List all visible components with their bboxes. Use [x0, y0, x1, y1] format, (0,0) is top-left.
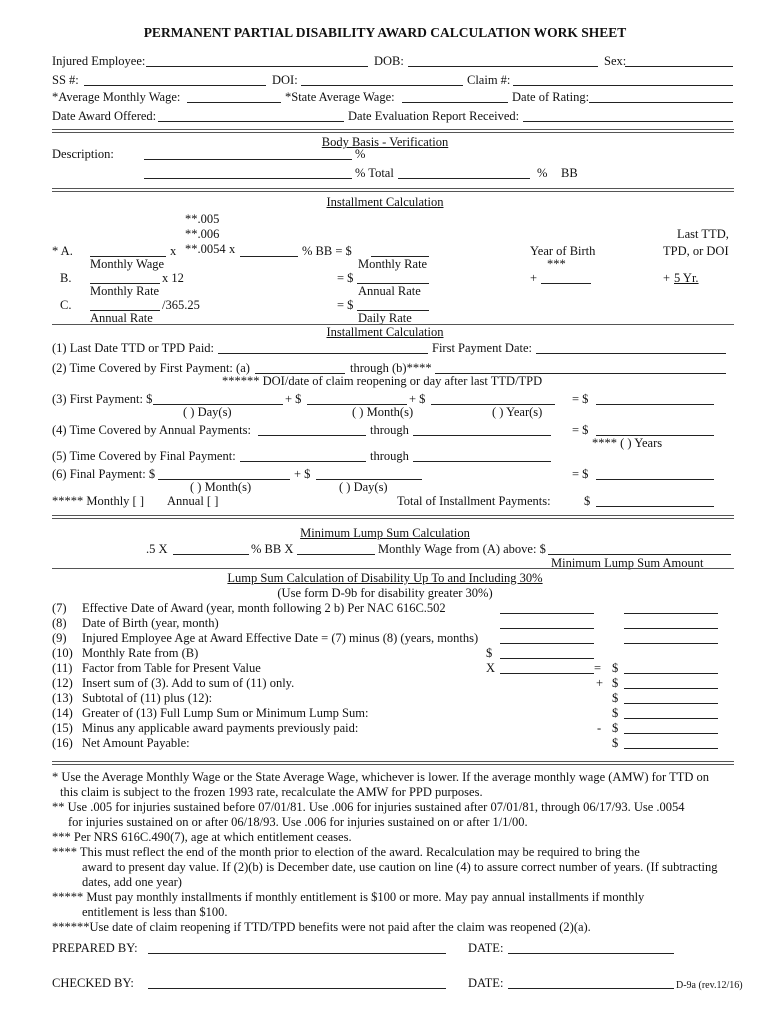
plus-sign: + — [663, 271, 671, 285]
five-year-label: 5 Yr. — [674, 271, 699, 285]
prepared-by-field[interactable] — [148, 953, 446, 954]
line-2-label: (2) Time Covered by First Payment: (a) — [52, 361, 250, 375]
item-11-factor-field[interactable] — [500, 673, 594, 674]
date-label: DATE: — [468, 941, 504, 955]
item-12-number: (12) — [52, 676, 73, 690]
first-payment-date-label: First Payment Date: — [432, 341, 532, 355]
dollar-sign: $ — [612, 676, 619, 690]
item-16-number: (16) — [52, 736, 73, 750]
date-award-offered-field[interactable] — [158, 121, 344, 122]
first-payment-total-field[interactable] — [596, 404, 714, 405]
state-avg-wage-label: *State Average Wage: — [285, 90, 395, 104]
annual-rate-caption: Annual Rate — [90, 311, 153, 325]
line-1-label: (1) Last Date TTD or TPD Paid: — [52, 341, 215, 355]
item-8-text: Date of Birth (year, month) — [82, 616, 219, 630]
through-b-label: through (b)**** — [350, 361, 432, 375]
prepared-by-label: PREPARED BY: — [52, 941, 138, 955]
item-13-field[interactable] — [624, 703, 718, 704]
divider — [52, 191, 734, 192]
divider — [52, 188, 734, 189]
monthly-wage-caption: Monthly Wage — [90, 257, 165, 271]
line-6-label: (6) Final Payment: $ — [52, 467, 156, 481]
note-4-line-2: award to present day value. If (2)(b) is December date, use caution on line (4) to assure correct number of years. (If subtracting — [82, 860, 718, 874]
note-4-line-1: **** This must reflect the end of the month prior to election of the award. Recalculation may be required to bring the — [52, 845, 640, 859]
min-lump-amount-field[interactable] — [548, 554, 731, 555]
min-lump-wage-field[interactable] — [297, 554, 375, 555]
through-label: through — [370, 449, 409, 463]
monthly-checkbox[interactable]: ***** Monthly [ ] — [52, 494, 145, 508]
annual-checkbox[interactable]: Annual [ ] — [167, 494, 219, 508]
checked-by-field[interactable] — [148, 988, 446, 989]
note-2-line-1: ** Use .005 for injuries sustained before 07/01/81. Use .006 for injuries sustained after 07/01/81, through 06/17/93. Use .0054 — [52, 800, 685, 814]
avg-monthly-wage-field[interactable] — [187, 102, 281, 103]
row-c-label: C. — [60, 298, 72, 312]
item-16-field[interactable] — [624, 748, 718, 749]
days-check[interactable]: ( ) Day(s) — [339, 480, 388, 494]
annual-payments-to-field[interactable] — [413, 435, 551, 436]
ss-field[interactable] — [84, 85, 266, 86]
item-7-number: (7) — [52, 601, 67, 615]
dollar-sign: $ — [584, 494, 591, 508]
last-ttd-label: Last TTD, — [677, 227, 729, 241]
pct-symbol: % — [355, 147, 366, 161]
note-doi-reopening: ****** DOI/date of claim reopening or day after last TTD/TPD — [222, 374, 543, 388]
minus-sign: - — [597, 721, 602, 735]
item-12-field[interactable] — [624, 688, 718, 689]
plus-dollar: + $ — [294, 467, 311, 481]
min-lump-pct-field[interactable] — [173, 554, 249, 555]
years-check[interactable]: ( ) Year(s) — [492, 405, 543, 419]
through-label: through — [370, 423, 409, 437]
months-check[interactable]: ( ) Month(s) — [190, 480, 252, 494]
pct-bb-equals: % BB = $ — [302, 244, 352, 258]
ss-label: SS #: — [52, 73, 79, 87]
checked-date-field[interactable] — [508, 988, 674, 989]
row-b-label: B. — [60, 271, 72, 285]
times-12: x 12 — [162, 271, 184, 285]
item-10-text: Monthly Rate from (B) — [82, 646, 199, 660]
item-10-field[interactable] — [500, 658, 594, 659]
item-8-field-b[interactable] — [624, 628, 718, 629]
final-payment-from-field[interactable] — [240, 461, 366, 462]
item-15-text: Minus any applicable award payments previously paid: — [82, 721, 359, 735]
doi-field[interactable] — [301, 85, 463, 86]
divider — [52, 515, 734, 516]
year-of-birth-field[interactable] — [541, 283, 591, 284]
item-9-field-a[interactable] — [500, 643, 594, 644]
pct-total-label: % Total — [355, 166, 394, 180]
pct-total-field[interactable] — [398, 178, 530, 179]
description-field[interactable] — [144, 159, 352, 160]
prepared-date-field[interactable] — [508, 953, 674, 954]
item-12-text: Insert sum of (3). Add to sum of (11) only. — [82, 676, 295, 690]
item-9-field-b[interactable] — [624, 643, 718, 644]
item-15-number: (15) — [52, 721, 73, 735]
monthly-wage-from-a-label: Monthly Wage from (A) above: $ — [378, 542, 546, 556]
plus-dollar: + $ — [409, 392, 426, 406]
item-10-number: (10) — [52, 646, 73, 660]
injured-employee-field[interactable] — [146, 66, 368, 67]
annual-payments-from-field[interactable] — [258, 435, 366, 436]
description-label: Description: — [52, 147, 114, 161]
half-times: .5 X — [146, 542, 168, 556]
date-award-offered-label: Date Award Offered: — [52, 109, 157, 123]
sex-label: Sex: — [604, 54, 627, 68]
dob-field[interactable] — [408, 66, 598, 67]
dollar-sign: $ — [486, 646, 493, 660]
checked-by-label: CHECKED BY: — [52, 976, 134, 990]
claim-field[interactable] — [513, 85, 733, 86]
item-11-text: Factor from Table for Present Value — [82, 661, 261, 675]
item-11-number: (11) — [52, 661, 73, 675]
divider — [52, 129, 734, 130]
note-5-line-1: ***** Must pay monthly installments if monthly entitlement is $100 or more. May pay annual installments if monthly — [52, 890, 645, 904]
rate-0054: **.0054 — [185, 242, 226, 256]
note-3: *** Per NRS 616C.490(7), age at which entitlement ceases. — [52, 830, 352, 844]
item-14-number: (14) — [52, 706, 73, 720]
bb-label: BB — [561, 166, 578, 180]
pct-symbol: % — [537, 166, 548, 180]
page-title: PERMANENT PARTIAL DISABILITY AWARD CALCULATION WORK SHEET — [143, 25, 627, 40]
months-check[interactable]: ( ) Month(s) — [352, 405, 414, 419]
dollar-sign: $ — [612, 661, 619, 675]
equals-dollar: = $ — [572, 392, 589, 406]
item-9-text: Injured Employee Age at Award Effective Date = (7) minus (8) (years, months) — [82, 631, 479, 645]
description-field-2[interactable] — [144, 178, 352, 179]
claim-label: Claim #: — [467, 73, 511, 87]
min-lump-heading: Minimum Lump Sum Calculation — [300, 526, 470, 540]
dob-label: DOB: — [374, 54, 404, 68]
item-16-text: Net Amount Payable: — [82, 736, 190, 750]
first-payment-date-field[interactable] — [536, 353, 726, 354]
equals-dollar: = $ — [337, 271, 354, 285]
date-of-rating-label: Date of Rating: — [512, 90, 590, 104]
dollar-sign: $ — [612, 691, 619, 705]
item-13-text: Subtotal of (11) plus (12): — [82, 691, 213, 705]
divider — [52, 132, 734, 133]
multiply-sign: X — [486, 661, 496, 675]
total-installment-label: Total of Installment Payments: — [397, 494, 551, 508]
item-9-number: (9) — [52, 631, 67, 645]
injured-employee-label: Injured Employee: — [52, 54, 146, 68]
state-avg-wage-field[interactable] — [402, 102, 508, 103]
rate-005: **.005 — [185, 212, 220, 226]
equals-dollar: = $ — [572, 467, 589, 481]
divider — [52, 518, 734, 519]
item-8-number: (8) — [52, 616, 67, 630]
date-eval-report-field[interactable] — [523, 121, 733, 122]
installment-heading-2: Installment Calculation — [326, 325, 444, 339]
item-8-field-a[interactable] — [500, 628, 594, 629]
dollar-sign: $ — [612, 736, 619, 750]
total-installment-field[interactable] — [596, 506, 714, 507]
item-11-result-field[interactable] — [624, 673, 718, 674]
pct-bb-field[interactable] — [240, 256, 298, 257]
equals-sign: = — [594, 661, 602, 675]
multiply-sign: x — [229, 242, 236, 256]
triple-star: *** — [547, 257, 566, 271]
line-3-label: (3) First Payment: $ — [52, 392, 153, 406]
note-5-line-2: entitlement is less than $100. — [82, 905, 228, 919]
plus-sign: + — [530, 271, 538, 285]
item-7-field-a[interactable] — [500, 613, 594, 614]
monthly-rate-caption: Monthly Rate — [90, 284, 160, 298]
equals-dollar: = $ — [572, 423, 589, 437]
avg-monthly-wage-label: *Average Monthly Wage: — [52, 90, 181, 104]
annual-rate-caption: Annual Rate — [358, 284, 421, 298]
tpd-doi-label: TPD, or DOI — [663, 244, 729, 258]
doi-label: DOI: — [272, 73, 298, 87]
line-5-label: (5) Time Covered by Final Payment: — [52, 449, 236, 463]
note-1-line-1: * Use the Average Monthly Wage or the State Average Wage, whichever is lower. If the average monthly wage (AMW) for TTD on — [52, 770, 710, 784]
note-6: ******Use date of claim reopening if TTD/TPD benefits were not paid after the claim was reopened (2)(a). — [52, 920, 591, 934]
dollar-sign: $ — [612, 706, 619, 720]
date-eval-report-label: Date Evaluation Report Received: — [348, 109, 520, 123]
item-7-text: Effective Date of Award (year, month following 2 b) Per NAC 616C.502 — [82, 601, 446, 615]
monthly-rate-caption: Monthly Rate — [358, 257, 428, 271]
divider — [52, 568, 734, 569]
row-a-label: * A. — [52, 244, 73, 258]
years-count[interactable]: **** ( ) Years — [592, 436, 663, 450]
item-14-text: Greater of (13) Full Lump Sum or Minimum Lump Sum: — [82, 706, 369, 720]
last-date-ttd-field[interactable] — [218, 353, 428, 354]
item-14-field[interactable] — [624, 718, 718, 719]
installment-heading: Installment Calculation — [326, 195, 444, 209]
plus-sign: + — [596, 676, 604, 690]
year-of-birth-label: Year of Birth — [530, 244, 596, 258]
divide-365: /365.25 — [162, 298, 200, 312]
lump-sum-heading: Lump Sum Calculation of Disability Up To and Including 30% — [227, 571, 543, 585]
note-4-line-3: dates, add one year) — [82, 875, 182, 889]
days-check[interactable]: ( ) Day(s) — [183, 405, 232, 419]
form-id: D-9a (rev.12/16) — [676, 980, 743, 991]
note-2-line-2: for injuries sustained on or after 06/18/93. Use .006 for injuries sustained on or after 1/1/00. — [68, 815, 528, 829]
date-of-rating-field[interactable] — [589, 102, 733, 103]
sex-field[interactable] — [625, 66, 733, 67]
date-label: DATE: — [468, 976, 504, 990]
body-basis-heading: Body Basis - Verification — [321, 135, 449, 149]
final-payment-total-field[interactable] — [596, 479, 714, 480]
item-15-field[interactable] — [624, 733, 718, 734]
min-lump-amount-caption: Minimum Lump Sum Amount — [551, 556, 704, 570]
final-payment-to-field[interactable] — [413, 461, 551, 462]
divider — [52, 761, 734, 762]
divider — [52, 764, 734, 765]
multiply-sign: x — [170, 244, 177, 258]
equals-dollar: = $ — [337, 298, 354, 312]
plus-dollar: + $ — [285, 392, 302, 406]
daily-rate-caption: Daily Rate — [358, 311, 412, 325]
lump-sum-subheading: (Use form D-9b for disability greater 30%) — [277, 586, 493, 600]
note-1-line-2: this claim is subject to the frozen 1993 rate, recalculate the AMW for PPD purposes. — [60, 785, 483, 799]
pct-bb-times: % BB X — [251, 542, 294, 556]
item-13-number: (13) — [52, 691, 73, 705]
item-7-field-b[interactable] — [624, 613, 718, 614]
rate-006: **.006 — [185, 227, 220, 241]
dollar-sign: $ — [612, 721, 619, 735]
line-4-label: (4) Time Covered by Annual Payments: — [52, 423, 251, 437]
